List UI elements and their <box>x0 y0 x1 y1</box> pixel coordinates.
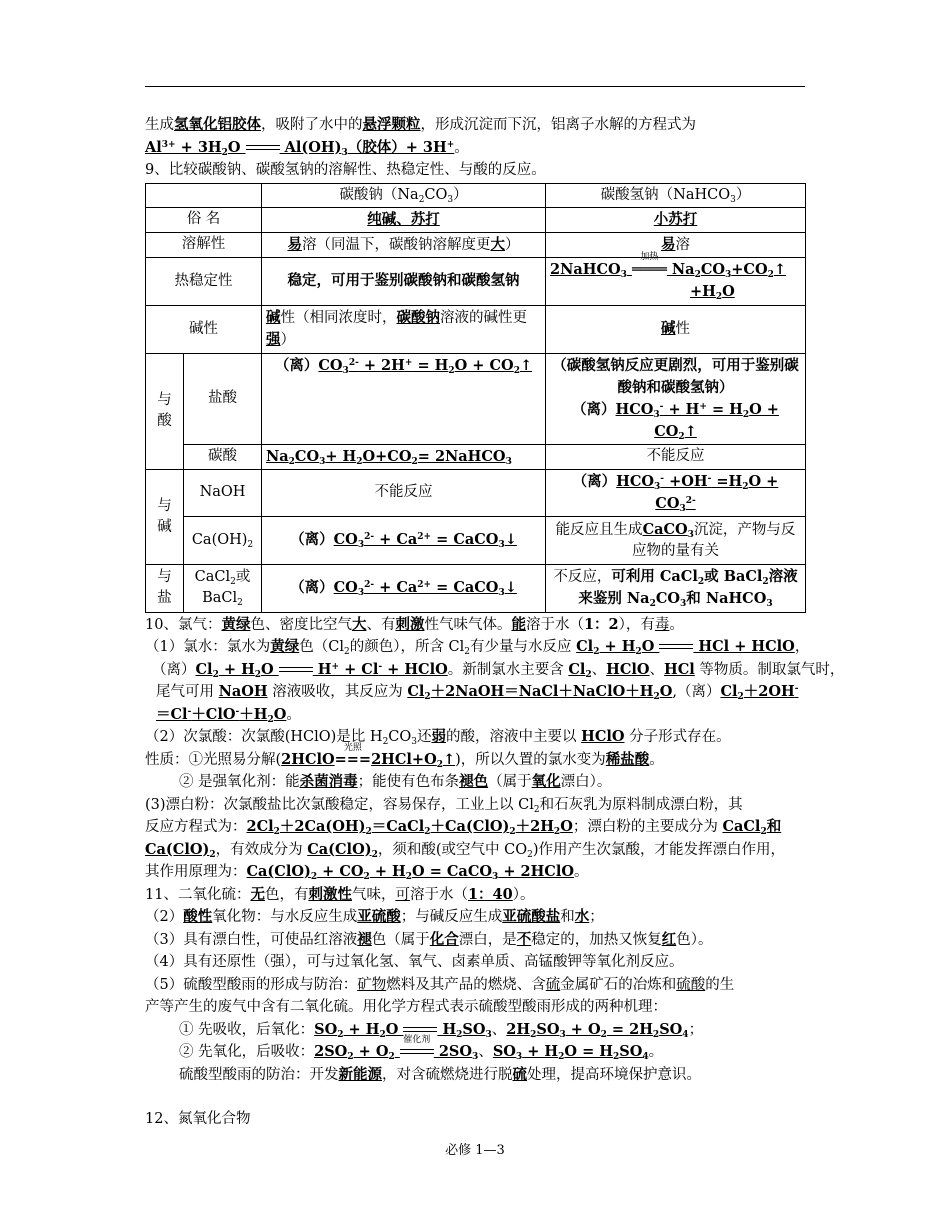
row-label: 盐酸 <box>184 353 262 444</box>
table-cell: 不能反应 <box>262 469 546 516</box>
table-row <box>146 353 806 444</box>
table-cell: 易溶 <box>546 232 806 257</box>
table-cell: （离）$HCO_3^- +OH^- =H_2O + CO_3^{2-}$ <box>546 469 806 516</box>
table-cell: （离）$CO_3^{2-} + Ca^{2+}$ = CaCO$_3$↓ <box>262 564 546 612</box>
paragraph-line: 反应方程式为：$2Cl_2+2Ca(OH)_2=CaCl_2+Ca(ClO)_2+2H_2O$；漂白粉的主要成分为 CaCl$_2$和 <box>145 818 782 837</box>
paragraph-line: ① 先吸收，后氧化：$SO_2 + H_2O$ $H_2SO_3$、$2H_2SO_3 + O_2 = 2H_2SO_4$； <box>179 1020 704 1040</box>
page-footer: 必修 1—3 <box>445 1143 505 1158</box>
row-label: 碱性 <box>146 305 262 353</box>
row-label: 热稳定性 <box>146 257 262 305</box>
row-label: CaCl$_2$或 BaCl$_2$ <box>184 564 262 612</box>
paragraph-line: （4）具有还原性（强），可与过氧化氢、氧气、卤素单质、高锰酸钾等氧化剂反应。 <box>145 954 684 970</box>
paragraph-line: ② 是强氧化剂：能杀菌消毒；能使有色布条褪色（属于氧化漂白）。 <box>179 773 612 790</box>
table-row <box>146 469 806 516</box>
table-cell: 易溶（同温下，碳酸钠溶解度更大） <box>262 232 546 257</box>
table-cell: 稳定，可用于鉴别碳酸钠和碳酸氢钠 <box>262 257 546 305</box>
table-cell: （离）$CO_3^{2-} + 2H^+ = H_2O$ + $CO_2↑$ <box>262 353 546 444</box>
table-cell: 不能反应 <box>546 444 806 469</box>
col-header-nahco3: 碳酸氢钠（NaHCO$_3$） <box>546 183 806 207</box>
col-header-na2co3: 碳酸钠$(Na_2CO_3)$ <box>262 183 546 207</box>
table-cell: 不反应，可利用 CaCl$_2$或 BaCl$_2$溶液来鉴别 $Na_2CO_3$和 NaHCO$_3$ <box>546 564 806 612</box>
table-row <box>146 257 806 305</box>
row-label: 溶解性 <box>146 232 262 257</box>
row-label: $Ca(OH)_2$ <box>184 516 262 564</box>
table-cell: 小苏打 <box>546 207 806 232</box>
paragraph-line: （5）硫酸型酸雨的形成与防治：矿物燃料及其产品的燃烧、含硫金属矿石的冶炼和硫酸的生 <box>145 976 735 993</box>
paragraph-line: 其作用原理为：$Ca(ClO)_2 + CO_2 + H_2O$ = CaCO$_3$ + 2HClO。 <box>145 863 589 882</box>
paragraph-line: （2）酸性氧化物：与水反应生成亚硫酸；与碱反应生成亚硫酸盐和水； <box>145 908 604 925</box>
equation-line: $Al^{3+} + 3H_2O$ $Al(OH)_3$（胶体）+ 3H+。 <box>145 138 469 158</box>
table-cell: 碱性 <box>546 305 806 353</box>
table-row <box>146 232 806 257</box>
table-cell: $Na_2CO_3+ H_2O+CO_2=$ 2NaHCO$_3$ <box>262 444 546 469</box>
table-row <box>146 207 806 232</box>
table-row <box>146 305 806 353</box>
section-11 <box>145 884 810 1087</box>
paragraph-line: ② 先氧化，后吸收：$2SO_2 + O_2$ 催化剂 $2SO_3$、$SO_3 + H_2O = H_2SO_4$。 <box>179 1035 664 1062</box>
group-label-salt: 与 盐 <box>146 564 184 612</box>
table-cell: 2NaHCO$_3$ 加热 ════ $Na_2CO_3+CO_2↑$ $+H_2O$ <box>546 257 806 305</box>
section-10 <box>145 614 845 884</box>
paragraph-line: 11、二氧化硫：无色，有刺激性气味，可溶于水（1：40）。 <box>145 885 535 903</box>
paragraph-line: $=Cl^-+ClO^-+H_2O$。 <box>156 705 301 725</box>
paragraph-line: 尾气可用 NaOH 溶液吸收，其反应为 $Cl_2+2NaOH=NaCl+NaClO+H_2O$,（离）$Cl_2+2OH^-$ <box>156 683 799 702</box>
table-corner-cell <box>146 183 262 207</box>
group-label-base: 与 碱 <box>146 469 184 564</box>
paragraph-line: 产等产生的废气中含有二氧化硫。用化学方程式表示硫酸型酸雨形成的两种机理： <box>145 999 667 1015</box>
paragraph-line: 性质：①光照易分解(2HClO 光照 $===2HCl+O_2↑$)，所以久置的氯水变为稀盐酸。 <box>145 742 664 770</box>
section-heading-12: 12、氮氧化合物 <box>145 1111 251 1127</box>
paragraph-line: （离）$Cl_2 + H_2O$ H+ + Cl- + HClO。新制氯水主要含 $Cl_2$、HClO、HCl 等物质。制取氯气时， <box>152 660 845 680</box>
paragraph-line: (3)漂白粉：次氯酸盐比次氯酸稳定，容易保存，工业上以 $Cl_2$和石灰乳为原料制成漂白粉，其 <box>145 796 743 815</box>
row-label: 俗 名 <box>146 207 262 232</box>
table-row <box>146 444 806 469</box>
paragraph-line: （3）具有漂白性，可使品红溶液褪色（属于化合漂白，是不稳定的，加热又恢复红色）。 <box>145 930 713 948</box>
paragraph-line: （1）氯水：氯水为黄绿色（$Cl_2$的颜色），所含 $Cl_2$有少量与水反应 $Cl_2 + H_2O$ HCl + HClO， <box>145 638 810 657</box>
table-row <box>146 564 806 612</box>
group-label-acid: 与 酸 <box>146 353 184 469</box>
row-label: 碳酸 <box>184 444 262 469</box>
table-header-row <box>146 183 806 207</box>
paragraph-line: 硫酸型酸雨的防治：开发新能源，对含硫燃烧进行脱硫处理，提高环境保护意识。 <box>179 1065 701 1083</box>
paragraph-line: （2）次氯酸：次氯酸(HClO)是比 $H_2CO_3$还弱的酸，溶液中主要以 HClO 分子形式存在。 <box>145 728 731 747</box>
table-cell: 碱性（相同浓度时，碳酸钠溶液的碱性更强） <box>262 305 546 353</box>
table-cell: 能反应且生成CaCO$_3$沉淀，产物与反应物的量有关 <box>546 516 806 564</box>
comparison-table <box>145 183 806 613</box>
header-rule <box>145 86 805 87</box>
paragraph-line: 10、氯气：黄绿色、密度比空气大、有刺激性气味气体。能溶于水（1：2），有毒。 <box>145 615 684 633</box>
paragraph-line: 生成氢氧化铝胶体，吸附了水中的悬浮颗粒，形成沉淀而下沉，铝离子水解的方程式为 <box>145 116 696 133</box>
row-label: NaOH <box>184 469 262 516</box>
table-row <box>146 516 806 564</box>
table-cell: （碳酸氢钠反应更剧烈，可用于鉴别碳酸钠和碳酸氢钠） （离）$HCO_3^- + H^+ = H_2O$ + $CO_2↑$ <box>546 353 806 444</box>
page-content <box>145 114 845 1131</box>
paragraph-line: $Ca(ClO)_2$，有效成分为 $Ca(ClO)_2$，须和酸(或空气中 $CO_2$)作用产生次氯酸，才能发挥漂白作用， <box>145 840 785 860</box>
section-heading-9: 9、比较碳酸钠、碳酸氢钠的溶解性、热稳定性、与酸的反应。 <box>145 162 546 178</box>
table-cell: 纯碱、苏打 <box>262 207 546 232</box>
table-cell: （离）$CO_3^{2-} + Ca^{2+}$ = CaCO$_3$↓ <box>262 516 546 564</box>
